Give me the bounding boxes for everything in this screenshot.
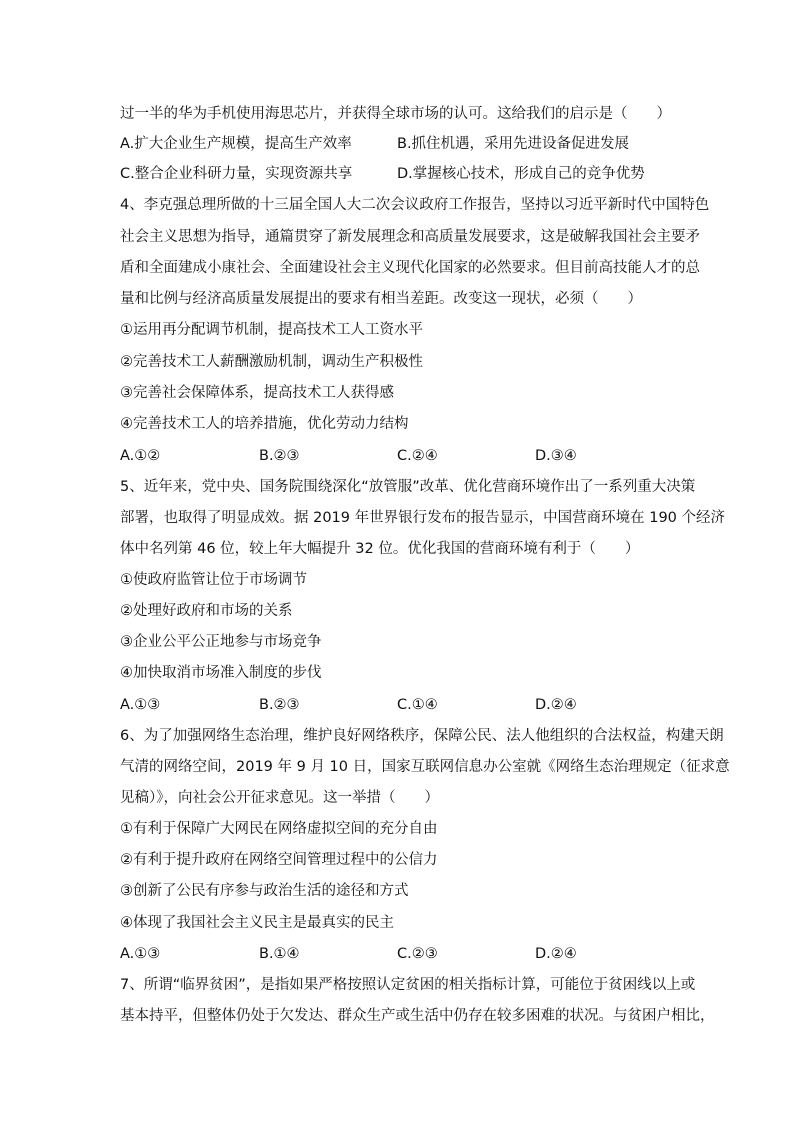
- question-5-item: ①使政府监管让位于市场调节: [120, 572, 307, 588]
- question-5-item: ④加快取消市场准入制度的步伐: [120, 665, 322, 681]
- question-4-item: ③完善社会保障体系，提高技术工人获得感: [120, 385, 394, 401]
- question-4-option-a: A.①②: [120, 448, 161, 464]
- question-4-stem-line: 盾和全面建成小康社会、全面建设社会主义现代化国家的必然要求。但目前高技能人才的总: [120, 260, 700, 276]
- question-6-option-b: B.①④: [259, 946, 300, 962]
- question-6-stem-line: 6、为了加强网络生态治理，维护良好网络秩序，保障公民、法人他组织的合法权益，构建天朗: [120, 728, 724, 744]
- question-6-item: ①有利于保障广大网民在网络虚拟空间的充分自由: [120, 821, 438, 837]
- question-5-stem-line: 5、近年来，党中央、国务院围绕深化“放管服”改革、优化营商环境作出了一系列重大决策: [120, 479, 696, 495]
- question-6-item: ②有利于提升政府在网络空间管理过程中的公信力: [120, 852, 438, 868]
- question-4-item: ①运用再分配调节机制，提高技术工人工资水平: [120, 322, 423, 338]
- question-7-stem-line: 基本持平，但整体仍处于欠发达、群众生产或生活中仍存在较多困难的状况。与贫困户相比，: [120, 1008, 715, 1024]
- question-5-item: ②处理好政府和市场的关系: [120, 603, 293, 619]
- question-4-option-b: B.②③: [259, 448, 300, 464]
- question-7-stem-line: 7、所谓“临界贫困”，是指如果严格按照认定贫困的相关指标计算，可能位于贫困线以上或: [120, 977, 696, 993]
- question-4-stem-line: 量和比例与经济高质量发展提出的要求有相当差距。改变这一现状，必须（ ）: [120, 291, 642, 307]
- question-6-option-d: D.②④: [535, 946, 577, 962]
- question-6-option-a: A.①③: [120, 946, 161, 962]
- question-3-option-a: A.扩大企业生产规模，提高生产效率: [120, 136, 352, 152]
- question-3-option-b: B.抓住机遇，采用先进设备促进发展: [397, 136, 630, 152]
- question-6-item: ③创新了公民有序参与政治生活的途径和方式: [120, 883, 409, 899]
- question-5-stem-line: 体中名列第 46 位，较上年大幅提升 32 位。优化我国的营商环境有利于（ ）: [120, 541, 640, 557]
- question-6-item: ④体现了我国社会主义民主是最真实的民主: [120, 915, 394, 931]
- question-6-option-c: C.②③: [397, 946, 438, 962]
- question-6-stem-line: 见稿）》，向社会公开征求意见。这一举措（ ）: [120, 790, 439, 806]
- question-4-item: ②完善技术工人薪酬激励机制，调动生产积极性: [120, 354, 423, 370]
- question-5-item: ③企业公平公正地参与市场竞争: [120, 634, 322, 650]
- question-4-option-c: C.②④: [397, 448, 438, 464]
- question-5-option-c: C.①④: [397, 697, 438, 713]
- question-5-option-a: A.①③: [120, 697, 161, 713]
- question-4-stem-line: 4、李克强总理所做的十三届全国人大二次会议政府工作报告，坚持以习近平新时代中国特色: [120, 197, 710, 213]
- question-3-option-d: D.掌握核心技术，形成自己的竞争优势: [397, 166, 645, 182]
- question-4-stem-line: 社会主义思想为指导，通篇贯穿了新发展理念和高质量发展要求，这是破解我国社会主要矛: [120, 229, 700, 245]
- question-4-option-d: D.③④: [535, 448, 577, 464]
- question-3-option-c: C.整合企业科研力量，实现资源共享: [120, 166, 353, 182]
- question-5-option-d: D.②④: [535, 697, 577, 713]
- question-5-option-b: B.②③: [259, 697, 300, 713]
- question-4-item: ④完善技术工人的培养措施，优化劳动力结构: [120, 416, 409, 432]
- question-3-stem-tail: 过一半的华为手机使用海思芯片，并获得全球市场的认可。这给我们的启示是（ ）: [120, 106, 671, 122]
- question-6-stem-line: 气清的网络空间，2019 年 9 月 10 日，国家互联网信息办公室就《网络生态治理规定（征求意: [120, 759, 730, 775]
- question-5-stem-line: 部署，也取得了明显成效。据 2019 年世界银行发布的报告显示，中国营商环境在 190 个经济: [120, 510, 726, 526]
